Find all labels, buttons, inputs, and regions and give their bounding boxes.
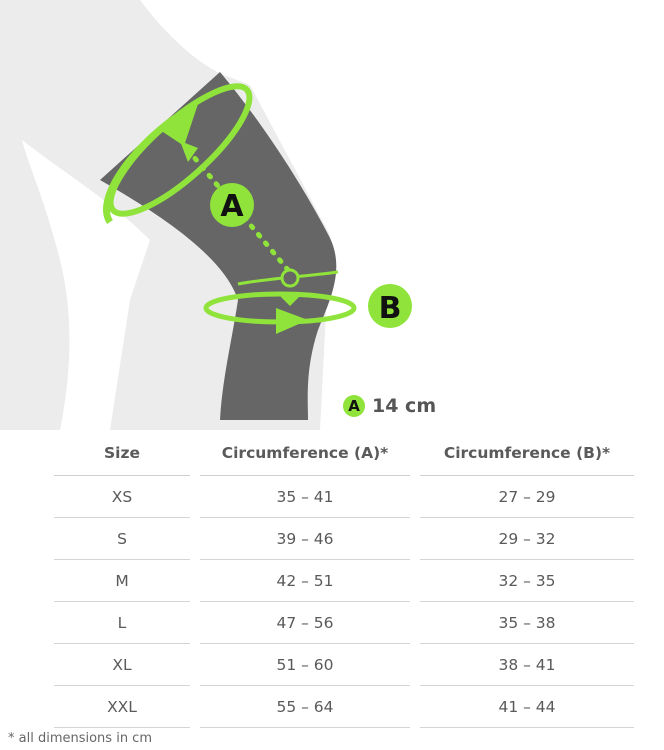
table-header-row (54, 431, 634, 476)
header-size: Size (54, 431, 190, 476)
measurement-a-value (343, 395, 436, 417)
cell-size: S (54, 518, 190, 560)
table-row (54, 686, 634, 728)
cell-circumference-a: 47 – 56 (200, 602, 410, 644)
cell-circumference-b: 27 – 29 (420, 476, 634, 518)
cell-circumference-b: 29 – 32 (420, 518, 634, 560)
label-a: A (220, 189, 244, 224)
cell-size: XL (54, 644, 190, 686)
cell-circumference-a: 55 – 64 (200, 686, 410, 728)
measurement-badge: A (343, 395, 365, 417)
cell-circumference-b: 35 – 38 (420, 602, 634, 644)
header-circumference-b: Circumference (B)* (420, 431, 634, 476)
cell-size: L (54, 602, 190, 644)
label-b: B (378, 291, 402, 326)
cell-circumference-b: 41 – 44 (420, 686, 634, 728)
cell-circumference-b: 38 – 41 (420, 644, 634, 686)
cell-size: M (54, 560, 190, 602)
cell-circumference-a: 51 – 60 (200, 644, 410, 686)
table-row (54, 518, 634, 560)
cell-circumference-a: 42 – 51 (200, 560, 410, 602)
table-row (54, 476, 634, 518)
cell-circumference-a: 39 – 46 (200, 518, 410, 560)
table-row (54, 560, 634, 602)
knee-point (282, 270, 298, 286)
cell-size: XS (54, 476, 190, 518)
cell-size: XXL (54, 686, 190, 728)
size-table (54, 431, 634, 728)
cell-circumference-b: 32 – 35 (420, 560, 634, 602)
measurement-value: 14 cm (372, 395, 437, 417)
footnote: * all dimensions in cm (8, 731, 152, 746)
table-row (54, 644, 634, 686)
header-circumference-a: Circumference (A)* (200, 431, 410, 476)
table-row (54, 602, 634, 644)
cell-circumference-a: 35 – 41 (200, 476, 410, 518)
